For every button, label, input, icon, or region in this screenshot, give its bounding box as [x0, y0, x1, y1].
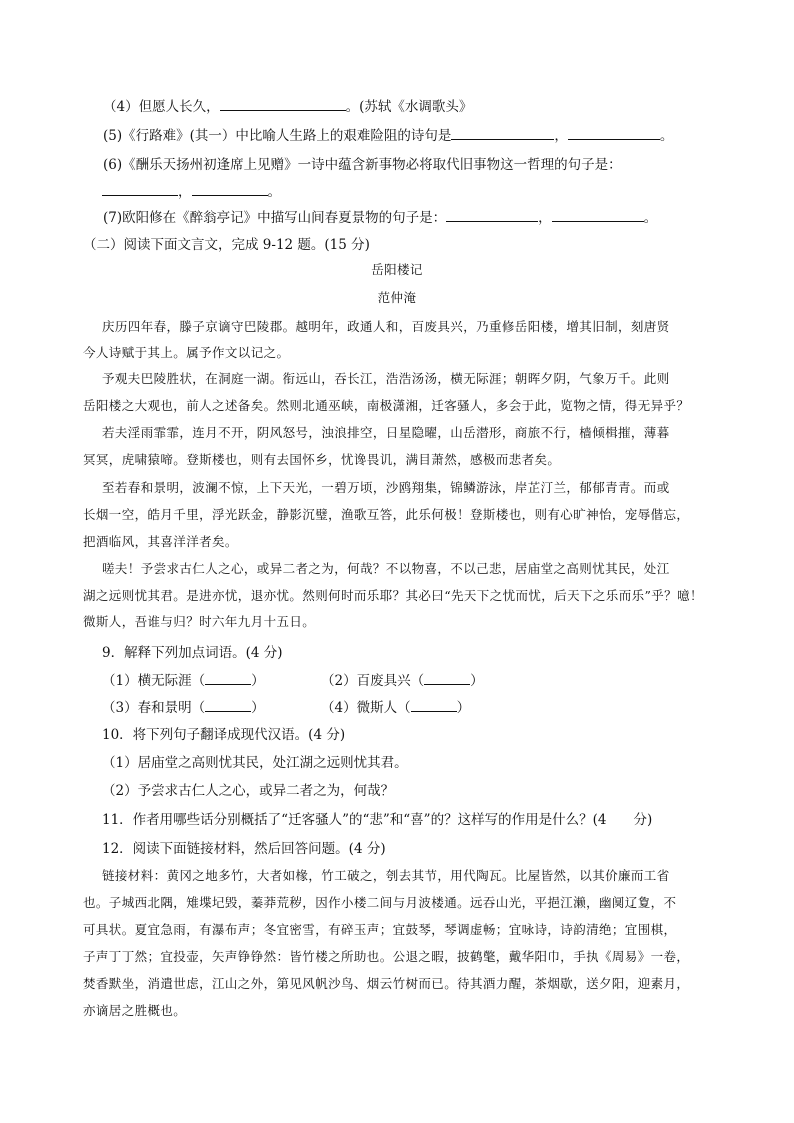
q9-item-1-number: （1） [102, 673, 138, 689]
q10-sentence-1: （1）居庙堂之高则忧其民，处江湖之远则忧其君。 [102, 755, 408, 771]
q9-item-4-close: ） [456, 700, 471, 716]
q12-stem: 12．阅读下面链接材料，然后回答问题。(4 分) [102, 841, 386, 857]
section-heading: （二）阅读下面文言文，完成 9-12 题。(15 分) [83, 237, 370, 253]
passage-p2-line1: 予观夫巴陵胜状，在洞庭一湖。衔远山，吞长江，浩浩汤汤，横无际涯；朝晖夕阴，气象万千。此则 [102, 371, 670, 386]
passage-author: 范仲淹 [377, 290, 417, 305]
q6-answer-blank-1[interactable] [102, 183, 178, 196]
q9-item-1-blank[interactable] [205, 672, 251, 685]
fill-in-q6 [103, 153, 622, 173]
q6-prompt: 《酬乐天扬州初逢席上见赠》一诗中蕴含新事物必将取代旧事物这一哲理的句子是： [122, 157, 622, 173]
q4-answer-blank[interactable] [220, 98, 346, 111]
fill-in-q7 [103, 206, 657, 226]
passage-p4-line3: 把酒临风，其喜洋洋者矣。 [83, 534, 238, 549]
q10-stem: 10．将下列句子翻译成现代汉语。(4 分) [102, 727, 346, 743]
q7-answer-blank-2[interactable] [552, 209, 644, 222]
q4-number: （4） [103, 99, 139, 115]
q7-answer-blank-1[interactable] [446, 209, 538, 222]
q7-number: (7) [103, 210, 123, 226]
q9-item-4-blank[interactable] [411, 699, 457, 712]
q9-item-1-word: 横无际涯（ [137, 673, 206, 689]
q6-number: (6) [103, 157, 123, 173]
q4-source: 。(苏轼《水调歌头》 [345, 99, 473, 115]
q12-material-line6: 亦谪居之胜概也。 [83, 1003, 187, 1018]
fill-in-q6-answers [102, 180, 281, 200]
passage-p2-line2: 岳阳楼之大观也，前人之述备矣。然则北通巫峡，南极潇湘，迁客骚人，多会于此，览物之情，得无异乎？ [83, 398, 690, 413]
q5-prompt: 《行路难》(其一）中比喻人生路上的艰难险阻的诗句是 [122, 128, 452, 144]
passage-p1-line1: 庆历四年春，滕子京谪守巴陵郡。越明年，政通人和，百废具兴，乃重修岳阳楼，增其旧制，刻唐贤 [102, 319, 670, 334]
q12-material-line3: 可具状。夏宜急雨，有瀑布声；冬宜密雪，有碎玉声；宜鼓琴，琴调虚畅；宜咏诗，诗韵清绝；宜围棋， [83, 922, 677, 937]
q12-material-line2: 也。子城西北隅，雉堞圮毁，蓁莽荒秽，因作小楼二间与月波楼通。远吞山光，平挹江濑，幽阒辽夐，不 [83, 895, 677, 910]
q9-item-3-blank[interactable] [205, 699, 251, 712]
q9-stem: 9．解释下列加点词语。(4 分) [102, 645, 283, 661]
q9-item-1 [102, 669, 265, 689]
q6-comma: ， [178, 184, 192, 200]
fill-in-q5 [103, 124, 673, 144]
passage-p5-line1: 嗟夫！予尝求古仁人之心，或异二者之为，何哉？不以物喜，不以己悲，居庙堂之高则忧其民，处江 [102, 561, 670, 576]
q9-item-2-number: （2） [321, 673, 357, 689]
passage-p5-line2: 湖之远则忧其君。是进亦忧，退亦忧。然则何时而乐耶？其必曰“先天下之忧而忧，后天下之乐而乐”乎？噫！ [83, 588, 703, 603]
passage-p5-line3: 微斯人，吾谁与归？时六年九月十五日。 [83, 614, 316, 629]
q12-material-line4: 子声丁丁然；宜投壶，矢声铮铮然：皆竹楼之所助也。公退之暇，披鹤氅，戴华阳巾，手执《周易》一卷， [83, 949, 690, 964]
q9-item-4 [321, 696, 470, 716]
q9-item-3-number: （3） [102, 700, 138, 716]
q5-number: (5) [103, 128, 123, 144]
q11-stem: 11．作者用哪些话分别概括了“迁客骚人”的“悲”和“喜”的？这样写的作用是什么？(4 分) [102, 812, 653, 828]
q9-item-1-close: ） [251, 673, 265, 689]
q9-item-4-word: 微斯人（ [356, 700, 411, 716]
fill-in-q4 [103, 95, 472, 115]
q9-item-3 [102, 696, 265, 716]
passage-p3-line2: 冥冥，虎啸猿啼。登斯楼也，则有去国怀乡，忧谗畏讥，满目萧然，感极而悲者矣。 [83, 452, 561, 467]
q6-answer-blank-2[interactable] [192, 183, 268, 196]
passage-p3-line1: 若夫淫雨霏霏，连月不开，阴风怒号，浊浪排空，日星隐曜，山岳潜形，商旅不行，樯倾楫摧，薄暮 [102, 425, 670, 440]
q12-material-line1: 链接材料：黄冈之地多竹，大者如椽，竹工破之，刳去其节，用代陶瓦。比屋皆然，以其价廉而工省 [102, 868, 670, 883]
q7-comma: ， [538, 210, 552, 226]
q9-item-3-close: ） [251, 700, 265, 716]
q7-period: 。 [643, 210, 658, 226]
q9-item-2-close: ） [470, 673, 484, 689]
passage-p4-line2: 长烟一空，皓月千里，浮光跃金，静影沉璧，渔歌互答，此乐何极！登斯楼也，则有心旷神怡，宠辱偕忘， [83, 507, 690, 522]
q5-period: 。 [659, 128, 674, 144]
passage-title: 岳阳楼记 [371, 262, 423, 277]
q4-prompt: 但愿人长久， [138, 99, 220, 115]
q9-item-4-number: （4） [321, 700, 357, 716]
passage-p4-line1: 至若春和景明，波澜不惊，上下天光，一碧万顷，沙鸥翔集，锦鳞游泳，岸芷汀兰，郁郁青青。而或 [102, 480, 670, 495]
q9-item-2 [321, 669, 484, 689]
passage-p1-line2: 今人诗赋于其上。属予作文以记之。 [83, 345, 290, 360]
q9-item-2-word: 百废具兴（ [356, 673, 425, 689]
q7-prompt: 欧阳修在《醉翁亭记》中描写山间春夏景物的句子是： [122, 210, 447, 226]
q5-answer-blank-1[interactable] [451, 127, 554, 140]
q12-material-line5: 焚香默坐，消遣世虑，江山之外，第见风帆沙鸟、烟云竹树而已。待其酒力醒，茶烟歇，送夕阳，迎素月， [83, 976, 690, 991]
q5-answer-blank-2[interactable] [568, 127, 660, 140]
q10-sentence-2: （2）予尝求古仁人之心，或异二者之为，何哉？ [102, 783, 395, 799]
q9-item-3-word: 春和景明（ [137, 700, 206, 716]
q6-period: 。 [267, 184, 281, 200]
q5-comma: ， [554, 128, 568, 144]
q9-item-2-blank[interactable] [424, 672, 470, 685]
